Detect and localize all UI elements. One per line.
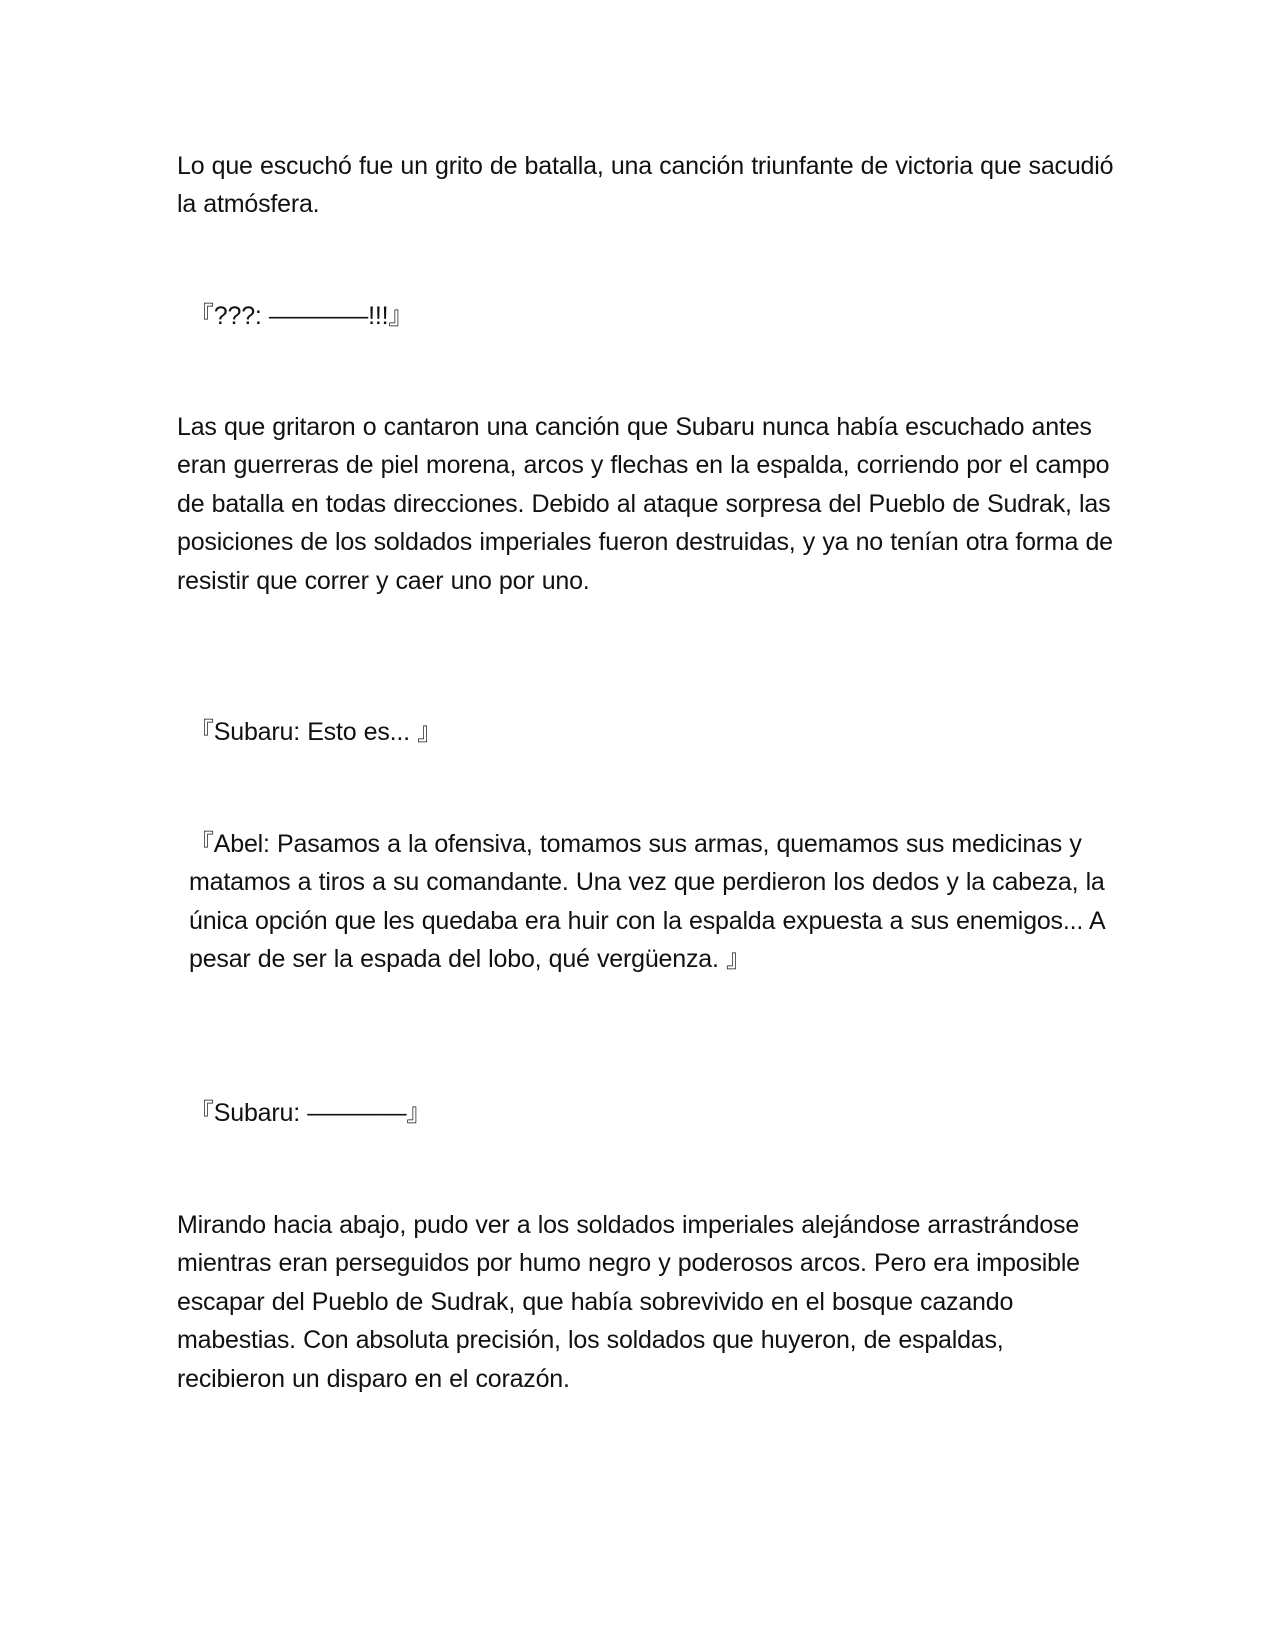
narration-paragraph-3: Mirando hacia abajo, pudo ver a los soldados imperiales alejándose arrastrándose mientras eran perseguidos por humo negro y poderosos arcos. Pero era imposible escapar del Pueblo de Sudrak, que había sobrevivido en el bosque cazando mabestias. Con absoluta precisión, los soldados que huyeron, de espaldas, recibieron un disparo en el corazón.	[177, 1211, 1080, 1393]
dialogue-line-subaru-2: 『Subaru: ————』	[189, 1099, 432, 1127]
dialogue-line-unknown: 『???: ————!!!』	[189, 302, 414, 330]
narration-paragraph-1: Lo que escuchó fue un grito de batalla, una canción triunfante de victoria que sacudió la atmósfera.	[177, 152, 1114, 219]
narration-paragraph-2: Las que gritaron o cantaron una canción que Subaru nunca había escuchado antes eran guerreras de piel morena, arcos y flechas en la espalda, corriendo por el campo de batalla en todas direcciones. Debido al ataque sorpresa del Pueblo de Sudrak, las posiciones de los soldados imperiales fueron destruidas, y ya no tenían otra forma de resistir que correr y caer uno por uno.	[177, 413, 1113, 595]
dialogue-line-abel: 『Abel: Pasamos a la ofensiva, tomamos sus armas, quemamos sus medicinas y matamos a tiros a su comandante. Una vez que perdieron los dedos y la cabeza, la única opción que les quedaba era huir con la espalda expuesta a sus enemigos... A pesar de ser la espada del lobo, qué vergüenza. 』	[189, 830, 1105, 974]
dialogue-line-subaru-1: 『Subaru: Esto es... 』	[189, 718, 442, 746]
